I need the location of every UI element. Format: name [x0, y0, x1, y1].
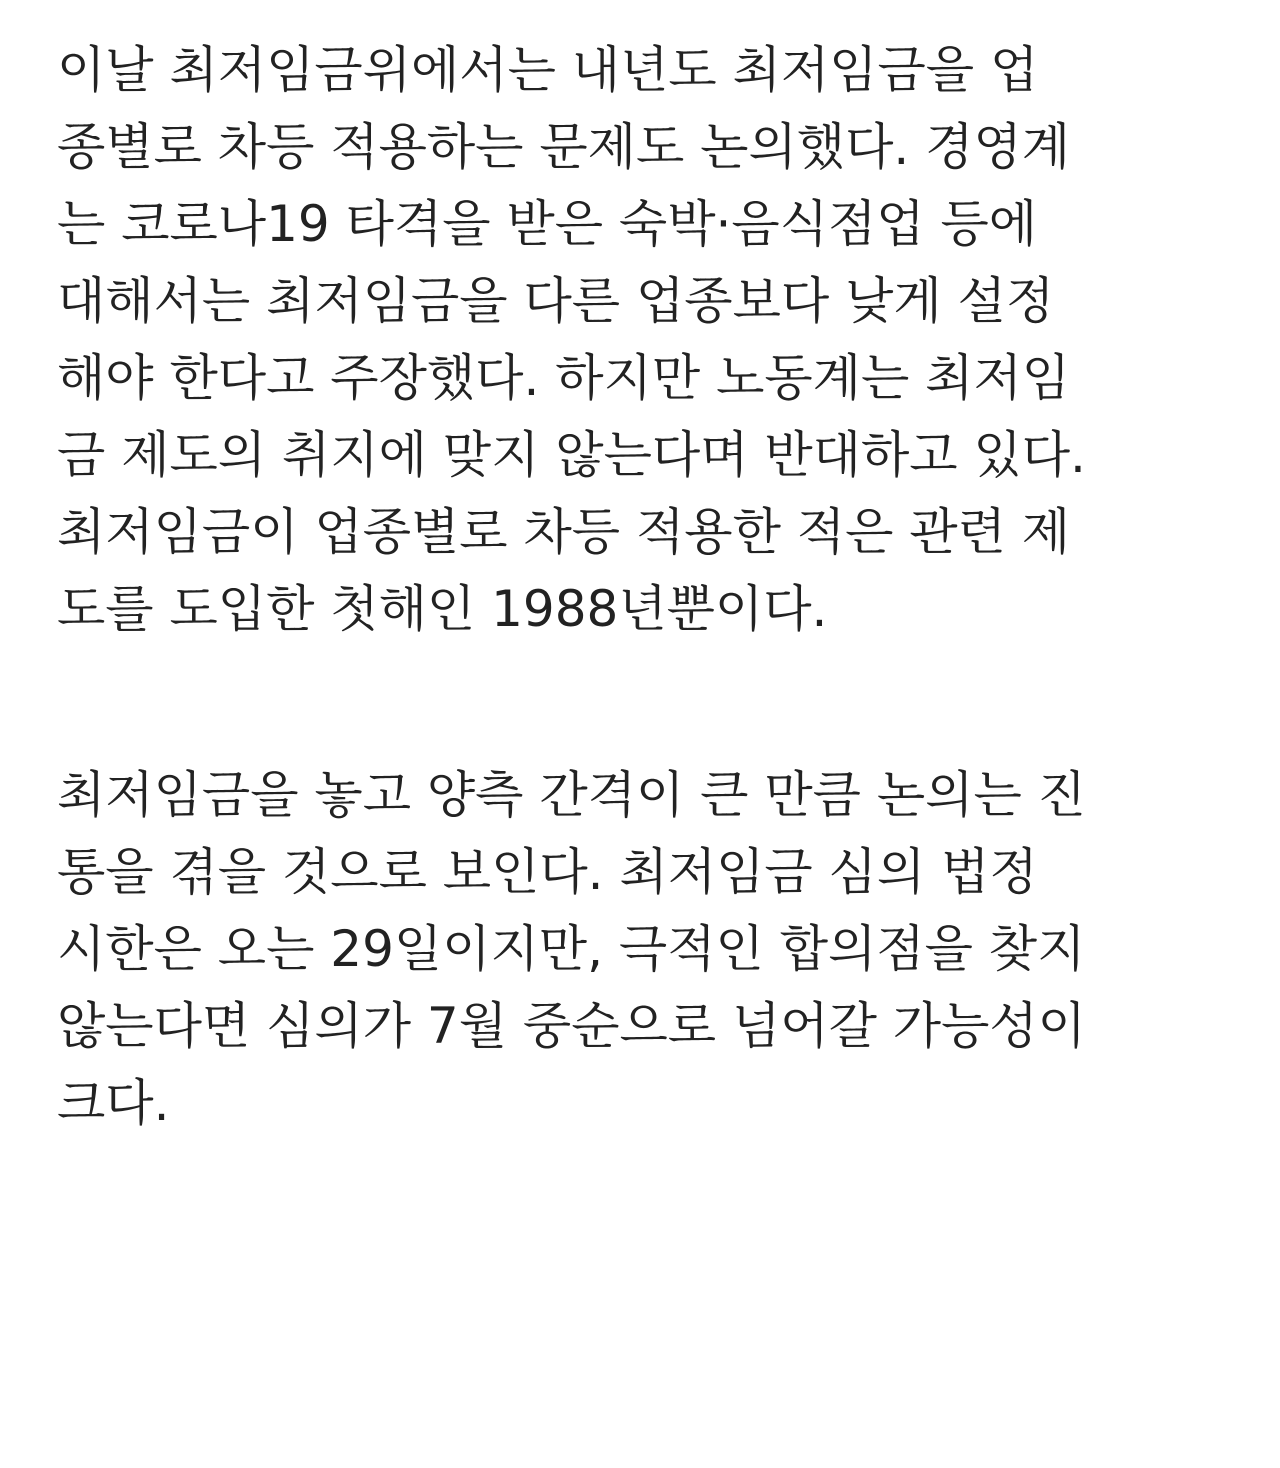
text-line: 최저임금이 업종별로 차등 적용한 적은 관련 제 — [57, 503, 1071, 561]
article-body — [57, 32, 1257, 1142]
paragraph-spacer — [57, 648, 1257, 757]
text-line: 최저임금을 놓고 양측 간격이 큰 만큼 논의는 진 — [57, 766, 1086, 824]
text-line: 않는다면 심의가 7월 중순으로 넘어갈 가능성이 — [57, 997, 1086, 1055]
paragraph-2 — [57, 757, 1257, 1142]
paragraph-1 — [57, 32, 1257, 648]
text-line: 종별로 차등 적용하는 문제도 논의했다. 경영계 — [57, 118, 1071, 176]
text-line: 크다. — [57, 1074, 170, 1132]
text-line: 는 코로나19 타격을 받은 숙박·음식점업 등에 — [57, 195, 1038, 253]
text-line: 통을 겪을 것으로 보인다. 최저임금 심의 법정 — [57, 843, 1038, 901]
text-line: 금 제도의 취지에 맞지 않는다며 반대하고 있다. — [57, 426, 1086, 484]
text-line: 도를 도입한 첫해인 1988년뿐이다. — [57, 580, 828, 638]
text-line: 시한은 오는 29일이지만, 극적인 합의점을 찾지 — [57, 920, 1086, 978]
text-line: 대해서는 최저임금을 다른 업종보다 낮게 설정 — [57, 272, 1055, 330]
text-line: 해야 한다고 주장했다. 하지만 노동계는 최저임 — [57, 349, 1071, 407]
text-line: 이날 최저임금위에서는 내년도 최저임금을 업 — [57, 41, 1039, 99]
